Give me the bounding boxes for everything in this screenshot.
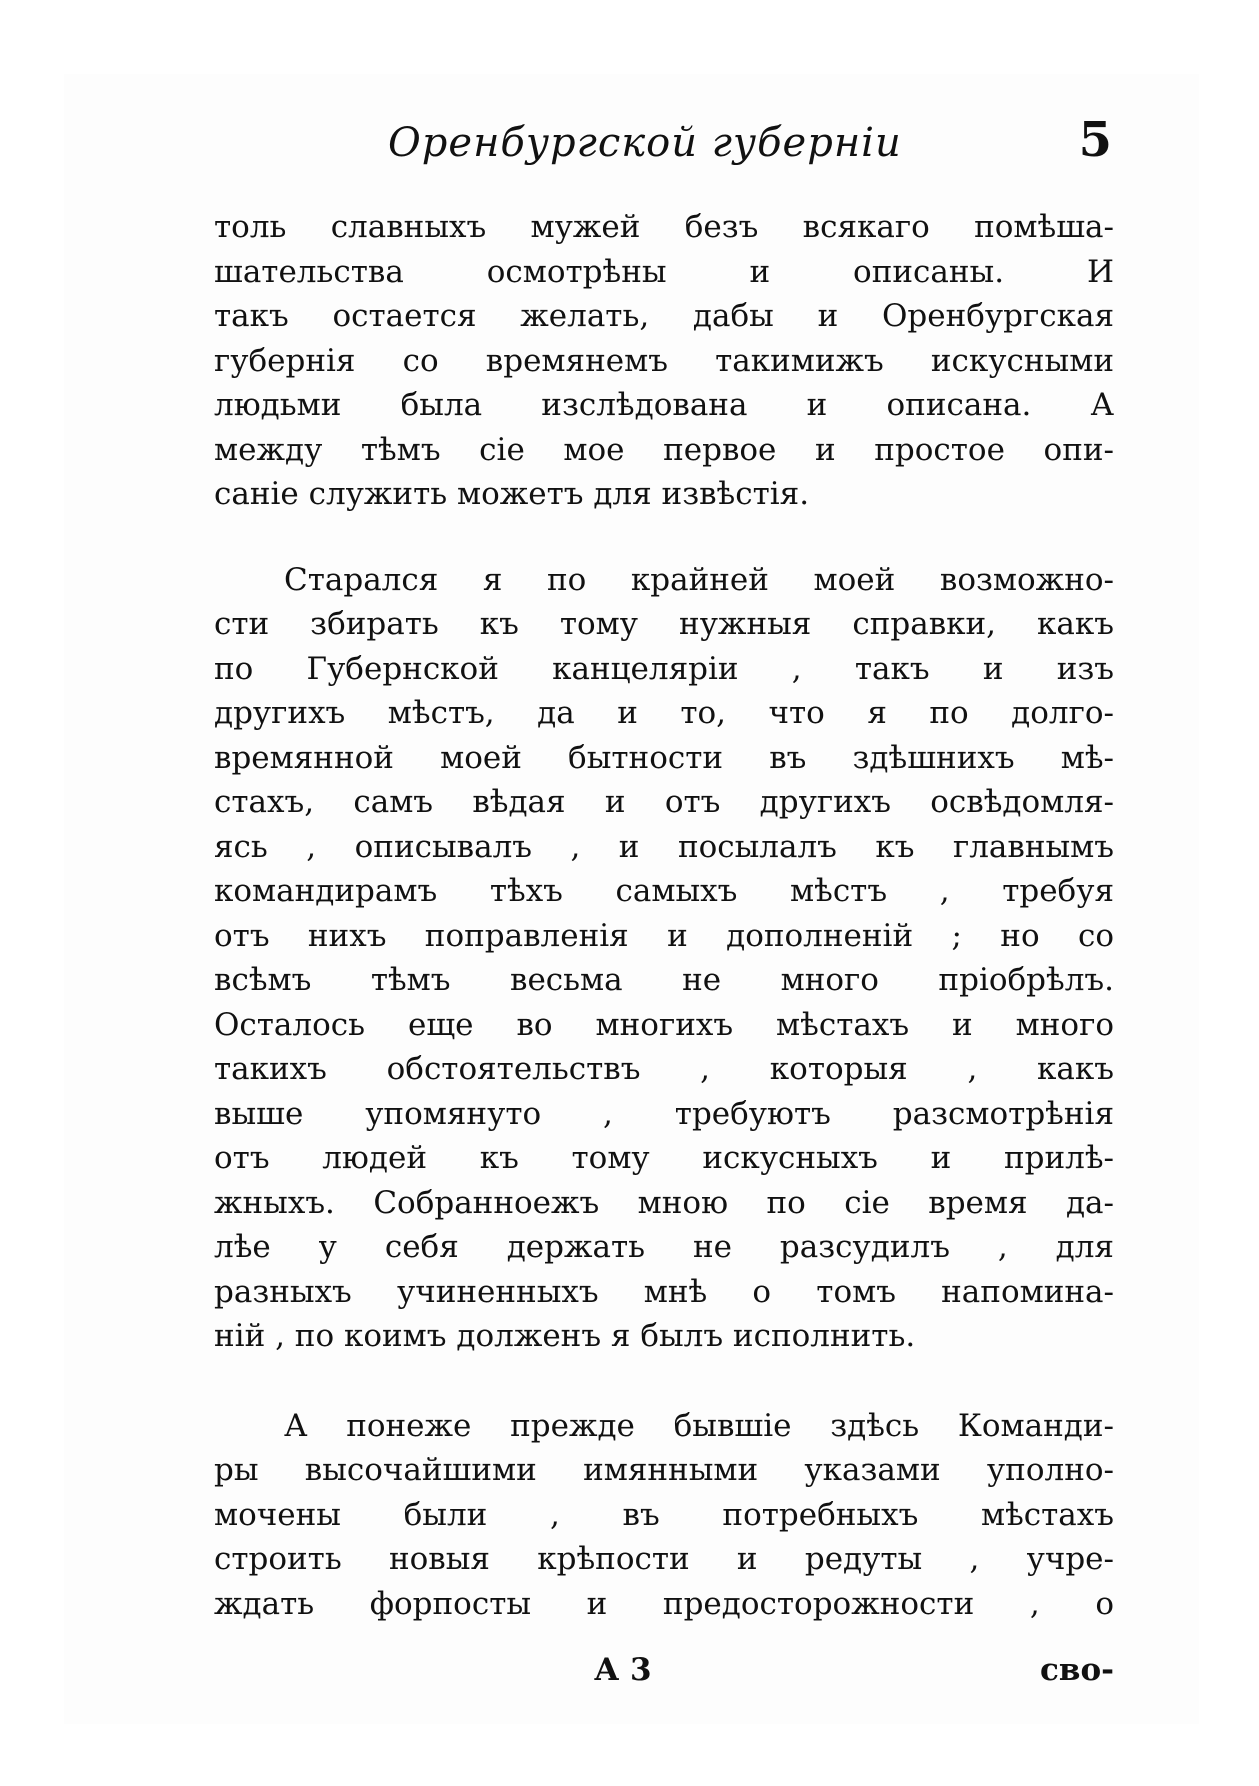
text-line: лѣе у себя держать не разсудилъ , для <box>214 1229 1114 1265</box>
paragraph-1 <box>214 205 1114 517</box>
text-line: Осталось еще во многихъ мѣстахъ и много <box>214 1006 1114 1043</box>
text-line: отъ нихъ поправленія и дополненій ; но со <box>214 917 1114 954</box>
text-line: Старался я по крайней моей возможно- <box>284 561 1114 598</box>
text-line: ры высочайшими имянными указами уполно- <box>214 1452 1114 1488</box>
running-head: Оренбургской губерніи <box>388 120 902 166</box>
text-line: всѣмъ тѣмъ весьма не много пріобрѣлъ. <box>214 962 1114 998</box>
text-line: ясь , описывалъ , и посылалъ къ главнымъ <box>214 828 1114 865</box>
text-line: между тѣмъ сіе мое первое и простое опи- <box>214 431 1114 468</box>
text-line: разныхъ учиненныхъ мнѣ о томъ напомина- <box>214 1273 1114 1310</box>
signature-mark: А 3 <box>594 1652 652 1688</box>
text-line: ждать форпосты и предосторожности , о <box>214 1585 1114 1622</box>
text-line: А понеже прежде бывшіе здѣсь Команди- <box>284 1407 1114 1444</box>
text-line: шательства осмотрѣны и описаны. И <box>214 253 1114 290</box>
text-line: толь славныхъ мужей безъ всякаго помѣша- <box>214 209 1114 245</box>
page-header <box>220 108 1120 178</box>
text-line: мочены были , въ потребныхъ мѣстахъ <box>214 1496 1114 1533</box>
text-line: губернія со времянемъ такимижъ искусными <box>214 342 1114 379</box>
text-line: отъ людей къ тому искусныхъ и прилѣ- <box>214 1140 1114 1176</box>
page-number: 5 <box>1078 112 1112 168</box>
text-line: по Губернской канцеляріи , такъ и изъ <box>214 650 1114 687</box>
text-line: другихъ мѣстъ, да и то, что я по долго- <box>214 695 1114 731</box>
catchword: сво- <box>1040 1652 1114 1688</box>
text-line: сти збирать къ тому нужныя справки, какъ <box>214 606 1114 642</box>
text-line: жныхъ. Собранноежъ мною по сіе время да- <box>214 1184 1114 1221</box>
paragraph-gap <box>214 1359 1114 1404</box>
text-line: выше упомянуто , требуютъ разсмотрѣнія <box>214 1095 1114 1132</box>
text-line: строить новыя крѣпости и редуты , учре- <box>214 1541 1114 1577</box>
text-line: такихъ обстоятельствъ , которыя , какъ <box>214 1051 1114 1087</box>
text-line: времянной моей бытности въ здѣшнихъ мѣ- <box>214 739 1114 776</box>
page-footer <box>214 1652 1114 1702</box>
text-line: ній , по коимъ долженъ я былъ исполнить. <box>214 1318 916 1354</box>
text-line: саніе служить можетъ для извѣстія. <box>214 476 810 512</box>
text-line: стахъ, самъ вѣдая и отъ другихъ освѣдомля- <box>214 784 1114 820</box>
text-line: командирамъ тѣхъ самыхъ мѣстъ , требуя <box>214 873 1114 909</box>
body-text <box>214 205 1114 1626</box>
text-line: людьми была изслѣдована и описана. А <box>214 387 1114 423</box>
paragraph-3 <box>214 1404 1114 1627</box>
text-line: такъ остается желать, дабы и Оренбургская <box>214 298 1114 334</box>
paragraph-2 <box>214 558 1114 1359</box>
paragraph-gap <box>214 517 1114 558</box>
